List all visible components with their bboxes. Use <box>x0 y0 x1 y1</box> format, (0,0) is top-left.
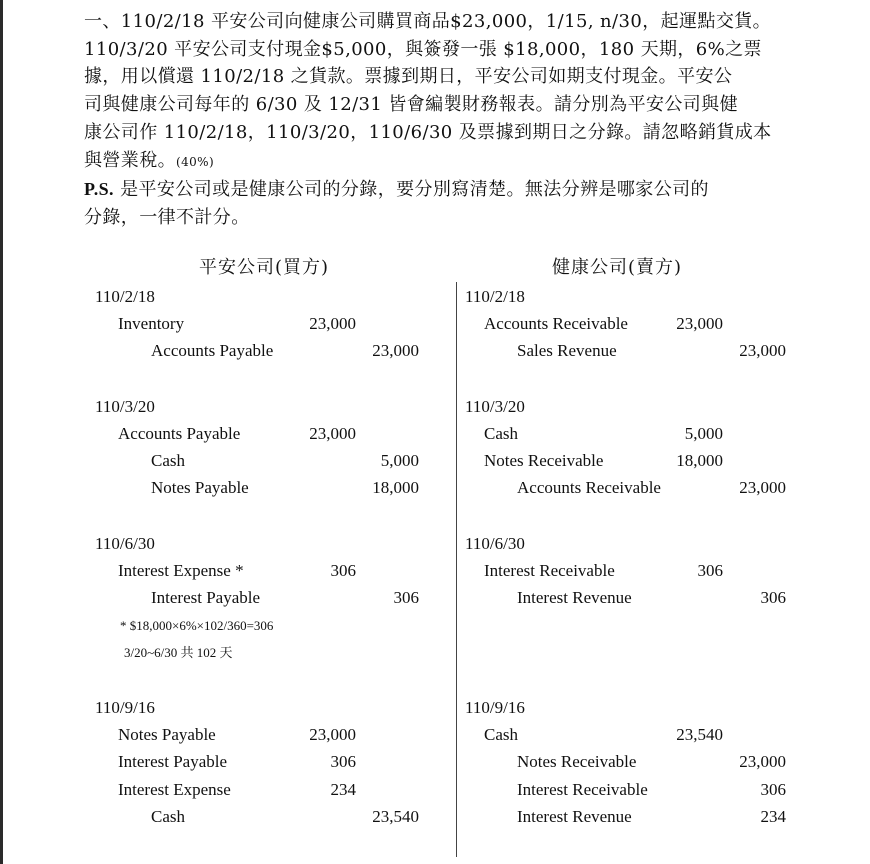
credit-amount: 306 <box>760 780 786 799</box>
account-name: Interest Expense <box>118 780 231 799</box>
debit-amount: 18,000 <box>676 451 723 470</box>
account-name: Notes Receivable <box>484 451 604 470</box>
question-line: 一、110/2/18 平安公司向健康公司購買商品$23,000，1/15, n/30，起運點交貨。 <box>84 11 772 32</box>
account-name: Cash <box>151 451 185 470</box>
account-name: Accounts Receivable <box>517 478 661 497</box>
question-line <box>84 147 824 177</box>
account-name: Inventory <box>118 314 185 333</box>
column-divider <box>456 282 457 857</box>
account-name: Notes Payable <box>151 478 249 497</box>
ps-line <box>84 176 824 204</box>
account-name: Notes Receivable <box>517 752 637 771</box>
credit-amount: 306 <box>393 588 419 607</box>
account-name: Interest Expense * <box>118 561 244 580</box>
debit-amount: 23,000 <box>309 725 356 744</box>
question-line: 據，用以償還 110/2/18 之貨款。票據到期日，平安公司如期支付現金。平安公 <box>84 66 733 88</box>
credit-amount: 5,000 <box>380 451 419 470</box>
debit-amount: 23,000 <box>309 424 356 443</box>
entry-date: 110/9/16 <box>465 698 525 717</box>
question-line: 康公司作 110/2/18，110/3/20，110/6/30 及票據到期日之分錄。請忽略銷貨成本 <box>84 121 772 143</box>
credit-amount: 23,540 <box>372 807 419 826</box>
entry-date: 110/2/18 <box>95 287 155 306</box>
debit-amount: 306 <box>330 752 356 771</box>
entry-date: 110/6/30 <box>95 534 155 553</box>
account-name: Cash <box>484 424 518 443</box>
question-line-end: 與營業稅。 <box>84 149 176 171</box>
credit-amount: 18,000 <box>372 478 419 497</box>
interest-calc-note: * $18,000×6%×102/360=306 <box>120 618 274 633</box>
entry-date: 110/6/30 <box>465 534 525 553</box>
account-name: Accounts Payable <box>151 341 274 360</box>
question-line: 司與健康公司每年的 6/30 及 12/31 皆會編製財務報表。請分別為平安公司與健 <box>84 94 738 116</box>
account-name: Cash <box>484 725 518 744</box>
account-name: Interest Revenue <box>517 807 632 826</box>
account-name: Interest Receivable <box>484 561 615 580</box>
account-name: Accounts Receivable <box>484 314 628 333</box>
entry-date: 110/3/20 <box>465 397 525 416</box>
account-name: Interest Payable <box>151 588 261 607</box>
credit-amount: 23,000 <box>739 752 786 771</box>
debit-amount: 5,000 <box>684 424 723 443</box>
page-left-edge <box>0 0 3 864</box>
seller-title: 健康公司(賣方) <box>552 257 683 278</box>
ps-label: P.S. <box>84 179 114 200</box>
debit-amount: 23,000 <box>309 314 356 333</box>
credit-amount: 23,000 <box>739 341 786 360</box>
account-name: Cash <box>151 807 185 826</box>
interest-days-note: 3/20~6/30 共 102 天 <box>124 645 233 660</box>
buyer-title: 平安公司(買方) <box>199 257 330 278</box>
account-name: Interest Payable <box>118 752 228 771</box>
credit-amount: 234 <box>760 807 786 826</box>
score-percent: (40%) <box>176 154 215 169</box>
ps-text: 是平安公司或是健康公司的分錄，要分別寫清楚。無法分辨是哪家公司的 <box>120 179 709 201</box>
credit-amount: 306 <box>760 588 786 607</box>
debit-amount: 23,540 <box>676 725 723 744</box>
entry-date: 110/3/20 <box>95 397 155 416</box>
debit-amount: 234 <box>330 780 356 799</box>
debit-amount: 306 <box>330 561 356 580</box>
entry-date: 110/2/18 <box>465 287 525 306</box>
account-name: Accounts Payable <box>118 424 241 443</box>
question-text <box>84 8 824 232</box>
ps-line: 分錄，一律不計分。 <box>84 206 250 228</box>
account-name: Sales Revenue <box>517 341 617 360</box>
entry-date: 110/9/16 <box>95 698 155 717</box>
question-line: 110/3/20 平安公司支付現金$5,000，與簽發一張 $18,000，180 天期，6%之票 <box>84 38 762 60</box>
credit-amount: 23,000 <box>372 341 419 360</box>
debit-amount: 23,000 <box>676 314 723 333</box>
account-name: Interest Receivable <box>517 780 648 799</box>
debit-amount: 306 <box>697 561 723 580</box>
account-name: Interest Revenue <box>517 588 632 607</box>
credit-amount: 23,000 <box>739 478 786 497</box>
account-name: Notes Payable <box>118 725 216 744</box>
